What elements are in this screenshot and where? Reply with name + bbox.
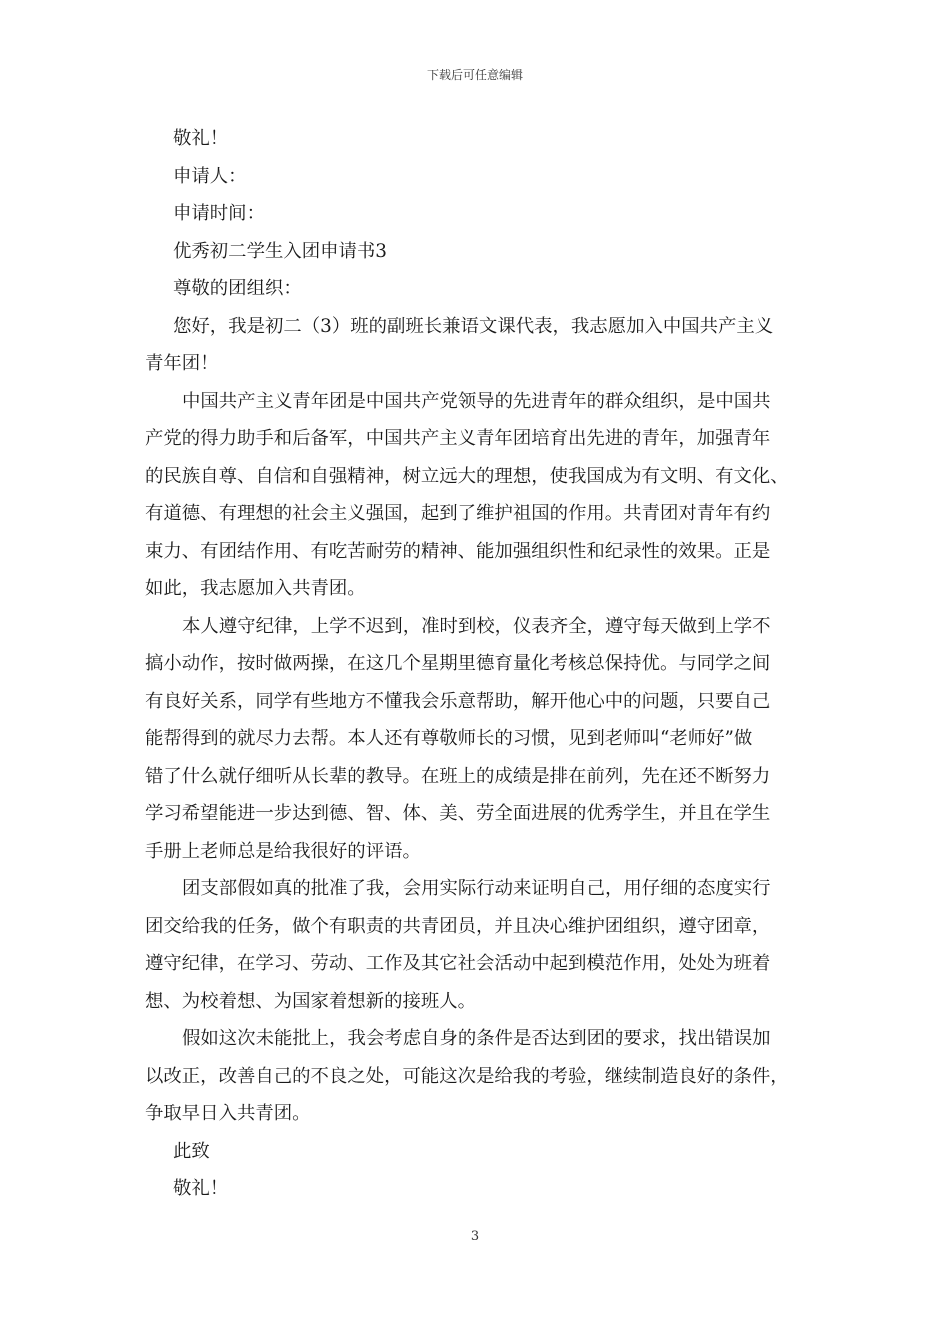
page-header: 下载后可任意编辑 (426, 68, 523, 82)
paragraph-line: 错了什么就仔细听从长辈的教导。在班上的成绩是排在前列，先在还不断努力 (145, 765, 771, 787)
paragraph-line: 产党的得力助手和后备军，中国共产主义青年团培育出先进的青年，加强青年 (145, 428, 771, 449)
document-body (145, 120, 810, 1208)
paragraph-line: 想、为校着想、为国家着想新的接班人。 (145, 990, 477, 1012)
paragraph-line: 的民族自尊、自信和自强精神，树立远大的理想，使我国成为有文明、有文化、 (145, 465, 789, 487)
paragraph-line: 遵守纪律，在学习、劳动、工作及其它社会活动中起到模范作用，处处为班着 (145, 953, 771, 974)
paragraph-line: 有道德、有理想的社会主义强国，起到了维护祖国的作用。共青团对青年有约 (145, 503, 771, 524)
paragraph-line: 束力、有团结作用、有吃苦耐劳的精神、能加强组织性和纪录性的效果。正是 (145, 540, 771, 562)
paragraph-line: 本人遵守纪律，上学不迟到，准时到校，仪表齐全，遵守每天做到上学不 (182, 615, 771, 637)
salutation: 尊敬的团组织： (173, 278, 302, 299)
paragraph-line: 争取早日入共青团。 (145, 1103, 311, 1124)
paragraph-line: 您好，我是初二（3）班的副班长兼语文课代表，我志愿加入中国共产主义 (173, 315, 774, 337)
paragraph-line: 有良好关系，同学有些地方不懂我会乐意帮助，解开他心中的问题，只要自己 (145, 690, 771, 712)
paragraph-line: 中国共产主义青年团是中国共产党领导的先进青年的群众组织，是中国共 (182, 390, 771, 412)
paragraph-line: 以改正，改善自己的不良之处，可能这次是给我的考验，继续制造良好的条件， (145, 1065, 789, 1087)
page-number: 3 (470, 1229, 480, 1244)
paragraph-line: 青年团！ (145, 353, 219, 374)
closing-salute: 敬礼！ (173, 128, 229, 149)
closing-salute: 敬礼！ (173, 1178, 229, 1199)
paragraph-line: 手册上老师总是给我很好的评语。 (145, 840, 421, 862)
section-title: 优秀初二学生入团申请书3 (173, 240, 387, 262)
application-date-label: 申请时间： (173, 203, 265, 224)
paragraph-line: 团支部假如真的批准了我，会用实际行动来证明自己，用仔细的态度实行 (182, 878, 771, 899)
paragraph-line: 搞小动作，按时做两操，在这几个星期里德育量化考核总保持优。与同学之间 (145, 653, 771, 674)
paragraph-line: 学习希望能进一步达到德、智、体、美、劳全面进展的优秀学生，并且在学生 (145, 803, 771, 824)
paragraph-line: 团交给我的任务，做个有职责的共青团员，并且决心维护团组织，遵守团章， (145, 915, 771, 937)
paragraph-line: 能帮得到的就尽力去帮。本人还有尊敬师长的习惯，见到老师叫“老师好”做 (145, 728, 753, 749)
closing-phrase: 此致 (173, 1140, 210, 1162)
paragraph-line: 假如这次未能批上，我会考虑自身的条件是否达到团的要求，找出错误加 (182, 1028, 771, 1049)
applicant-label: 申请人： (173, 165, 247, 187)
paragraph-line: 如此，我志愿加入共青团。 (145, 578, 366, 599)
